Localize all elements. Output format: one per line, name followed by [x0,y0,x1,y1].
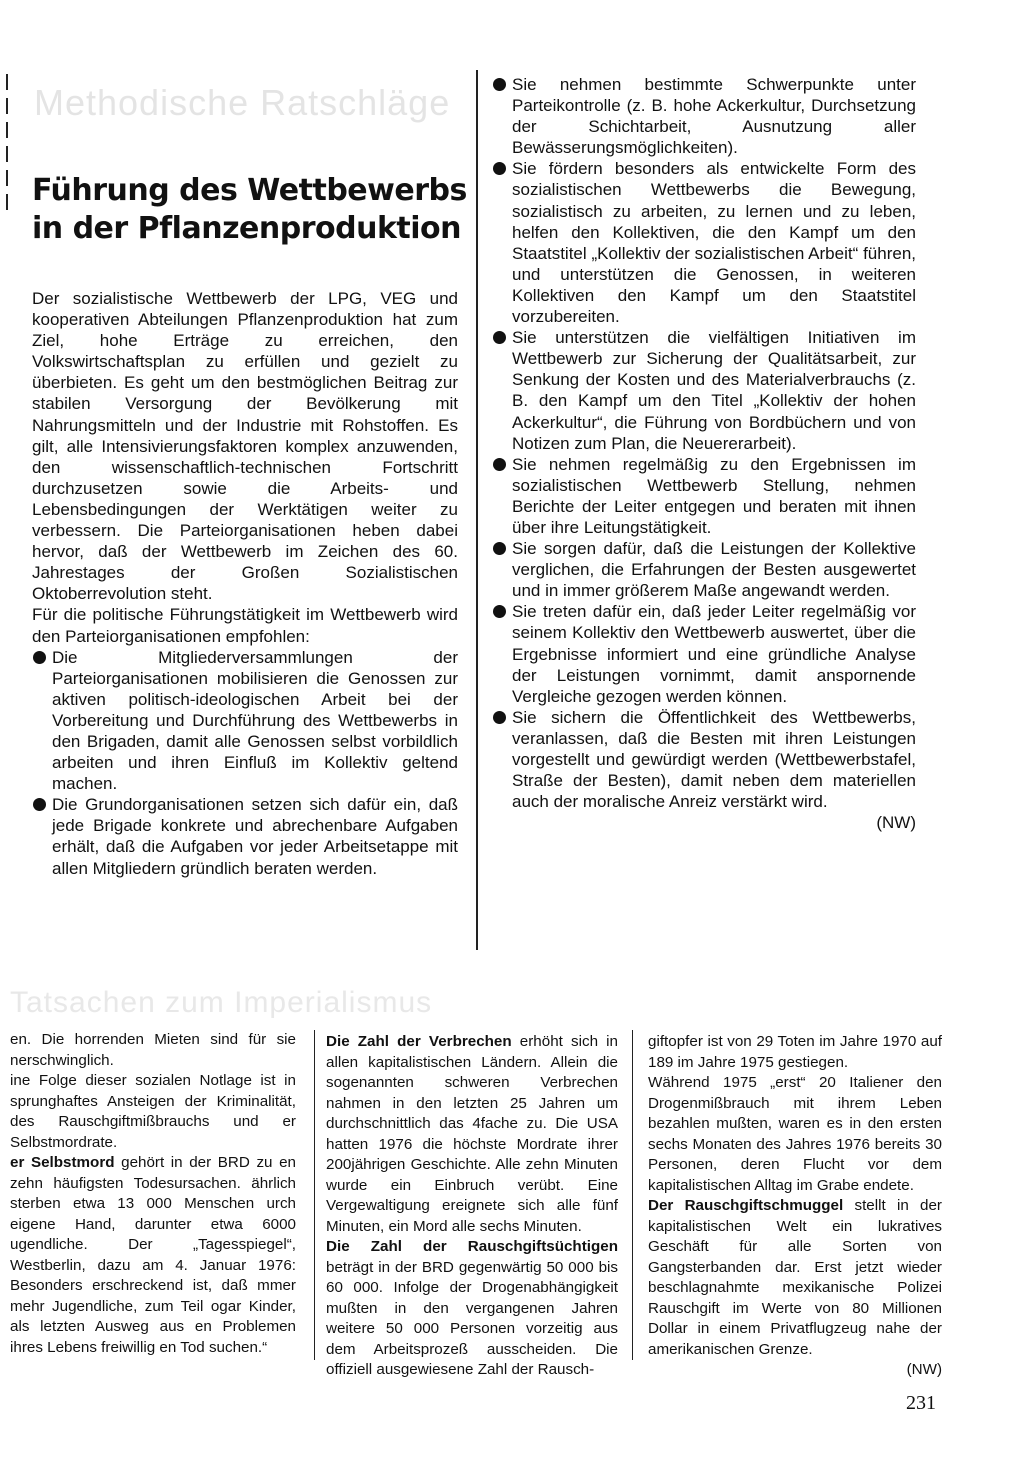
bullet-icon [493,458,506,471]
article-signature: (NW) [876,813,916,833]
intro-paragraph: Der sozialistische Wettbewerb der LPG, VEG und kooperativen Abteilungen Pflanzenproduktion hat zum Ziel, hohe Erträge zu erreichen, den Volkswirtschaftsplan zu erfüllen und gezielt zu überbieten. Es geht um den bestmöglichen Beitrag zur stabilen Versorgung der Bevölkerung mit Nahrungsmitteln und der Industrie mit Rohstoffen. Es gilt, alle Intensivierungsfaktoren komplex anzuwenden, den wissenschaftlich-technischen Fortschritt durchzusetzen sowie die Arbeits- und Lebensbedingungen der Werktätigen weiter zu verbessern. Die Parteiorganisationen heben dabei hervor, daß der Wettbewerb im Zeichen des 60. Jahrestages der Großen Sozialistischen Oktoberrevolution steht. [32,289,458,604]
bullet-icon [493,542,506,555]
bottom-column-3 [648,1032,942,1381]
col1-text: gehört in der BRD zu en zehn häufigsten Todesursachen. ährlich sterben etwa 13 000 Menschen urch eigene Hand, darunter etwa 6000 ugendliche. Der „Tagesspiegel“, Westberlin, dazu am 4. Januar 1976: Besonders erschreckend ist, daß mmer mehr Jugendliche, zum Teil ogar Kinder, als letzten Ausweg aus en Problemen ihres Lebens freiwillig en Tod suchen.“ [10,1154,296,1356]
title-line-2: in der Pflanzenproduktion [32,211,461,246]
list-item: Die Grundorganisationen setzen sich dafür ein, daß jede Brigade konkrete und abrechenbare Aufgaben erhält, daß die Aufgaben vor jeder Arbeitsetappe mit allen Mitgliedern gründlich beraten werden. [32,794,458,878]
col3-paragraph-3: Der Rauschgiftschmuggel stellt in der kapitalistischen Welt ein lukratives Geschäft für alle Sorten von Gangsterbanden dar. Erst jetzt wieder beschlagnahmte mexikanische Polizei Rauschgift im Werte von 80 Millionen Dollar in einem Privatflugzeug nahe der amerikanischen Grenze. [648,1197,942,1358]
bullet-icon [33,651,46,664]
left-bullet-list [32,647,458,879]
bottom-signature: (NW) [906,1361,942,1378]
col3-paragraph-1: giftopfer ist von 29 Toten im Jahre 1970 auf 189 im Jahre 1975 gestiegen. [648,1033,942,1071]
col1-bold-lead: er Selbstmord [10,1154,115,1171]
bullet-icon [493,605,506,618]
left-column [32,288,458,879]
bullet-icon [493,162,506,175]
list-item: Sie fördern besonders als entwickelte Form des sozialistischen Wettbewerbs die Bewegung, sozialistisch zu arbeiten, zu lernen und zu leben, helfen den Kollektiven, die den Kampf um den Staatstitel „Kollektiv der sozialistischen Arbeit“ führen, und unterstützen die Genossen, in weiteren Kollektiven den Kampf um den Staatstitel vorzubereiten. [492,158,916,327]
list-item: Die Mitgliederversammlungen der Parteiorganisationen mobilisieren die Genossen zur aktiven politisch-ideologischen Arbeit bei der Vorbereitung und Durchführung des Wettbewerbs in den Brigaden, damit alle Genossen selbst vorbildlich arbeiten und ihren Einfluß im Kollektiv geltend machen. [32,647,458,795]
bullet-icon [493,331,506,344]
column-divider [476,70,478,950]
right-bullet-list [492,74,916,812]
col3-paragraph-2: Während 1975 „erst“ 20 Italiener den Drogenmißbrauch mit ihrem Leben bezahlen mußten, waren es in den ersten sechs Monaten des Jahres 1976 bereits 30 Personen, deren Flucht vor dem kapitalistischen Alltag im Grabe endete. [648,1074,942,1194]
bullet-icon [493,711,506,724]
right-column [492,74,916,833]
list-item: Sie nehmen regelmäßig zu den Ergebnissen im sozialistischen Wettbewerb Stellung, nehmen Berichte der Leiter entgegen und beraten mit ihnen über ihre Leitungstätigkeit. [492,454,916,538]
col1-paragraph-1: en. Die horrenden Mieten sind für sie nerschwinglich. [10,1031,296,1069]
col2-paragraph-1: Die Zahl der Verbrechen erhöht sich in allen kapitalistischen Ländern. Allein die sogenannten schweren Verbrechen nahmen in den letzten 25 Jahren um durchschnittlich das 4fache zu. Die USA hatten 1976 die höchste Mordrate ihrer 200jährigen Geschichte. Alle zehn Minuten wurde ein Einbruch verübt. Eine Vergewaltigung ereignete sich alle fünf Minuten, ein Mord alle sechs Minuten. [326,1033,618,1235]
article-title [32,172,472,248]
bottom-divider-1 [314,1030,315,1360]
bottom-column-2 [326,1032,618,1381]
col2-bold-lead-2: Die Zahl der Rauschgiftsüchtigen [326,1238,618,1255]
col2-bold-lead-1: Die Zahl der Verbrechen [326,1033,512,1050]
bullet-icon [493,78,506,91]
bottom-divider-2 [632,1030,633,1360]
list-item: Sie treten dafür ein, daß jeder Leiter regelmäßig vor seinem Kollektiv den Wettbewerb auswertet, über die Ergebnisse informiert und eine gründliche Analyse der Leistungen vornimmt, damit anspornende Vergleiche gezogen werden können. [492,601,916,706]
col3-bold-lead: Der Rauschgiftschmuggel [648,1197,844,1214]
bottom-section-label-faded: Tatsachen zum Imperialismus [10,986,433,1019]
bottom-column-1 [10,1030,296,1360]
page-number: 231 [906,1392,936,1414]
col1-paragraph-3 [10,1153,296,1358]
margin-marks [6,74,8,214]
col2-paragraph-2: Die Zahl der Rauschgiftsüchtigen beträgt in der BRD gegenwärtig 50 000 bis 60 000. Infolge der Drogenabhängigkeit mußten in den vergangenen Jahren weitere 50 000 Personen vorzeitig aus dem Arbeitsprozeß ausscheiden. Die offiziell ausgewiesene Zahl der Rausch- [326,1238,618,1378]
col1-paragraph-2: ine Folge dieser sozialen Notlage ist in sprunghaftes Ansteigen der Kriminalität, des Rauschgiftmißbrauchs und er Selbstmordrate. [10,1072,296,1151]
title-line-1: Führung des Wettbewerbs [32,173,467,208]
list-item: Sie sorgen dafür, daß die Leistungen der Kollektive verglichen, die Erfahrungen der Besten ausgewertet und in immer größerem Maße angewandt werden. [492,538,916,601]
list-item: Sie unterstützen die vielfältigen Initiativen im Wettbewerb zur Sicherung der Qualitätsarbeit, zur Senkung der Kosten und des Materialverbrauchs (z. B. den Kampf um den Titel „Kollektiv der hohen Ackerkultur“, die Führung von Bordbüchern und von Notizen zum Plan, die Neuererarbeit). [492,327,916,454]
list-item: Sie sichern die Öffentlichkeit des Wettbewerbs, veranlassen, daß die Besten mit ihren Leistungen vorgestellt und gewürdigt werden (Wettbewerbstafel, Straße der Besten), damit neben dem materiellen auch der moralische Anreiz verstärkt wird. [492,707,916,812]
recommendation-intro: Für die politische Führungstätigkeit im Wettbewerb wird den Parteiorganisationen empfohlen: [32,605,458,646]
section-label-faded: Methodische Ratschläge [34,82,451,123]
bullet-icon [33,798,46,811]
list-item: Sie nehmen bestimmte Schwerpunkte unter Parteikontrolle (z. B. hohe Ackerkultur, Durchsetzung der Schichtarbeit, Ausnutzung aller Bewässerungsmöglichkeiten). [492,74,916,158]
